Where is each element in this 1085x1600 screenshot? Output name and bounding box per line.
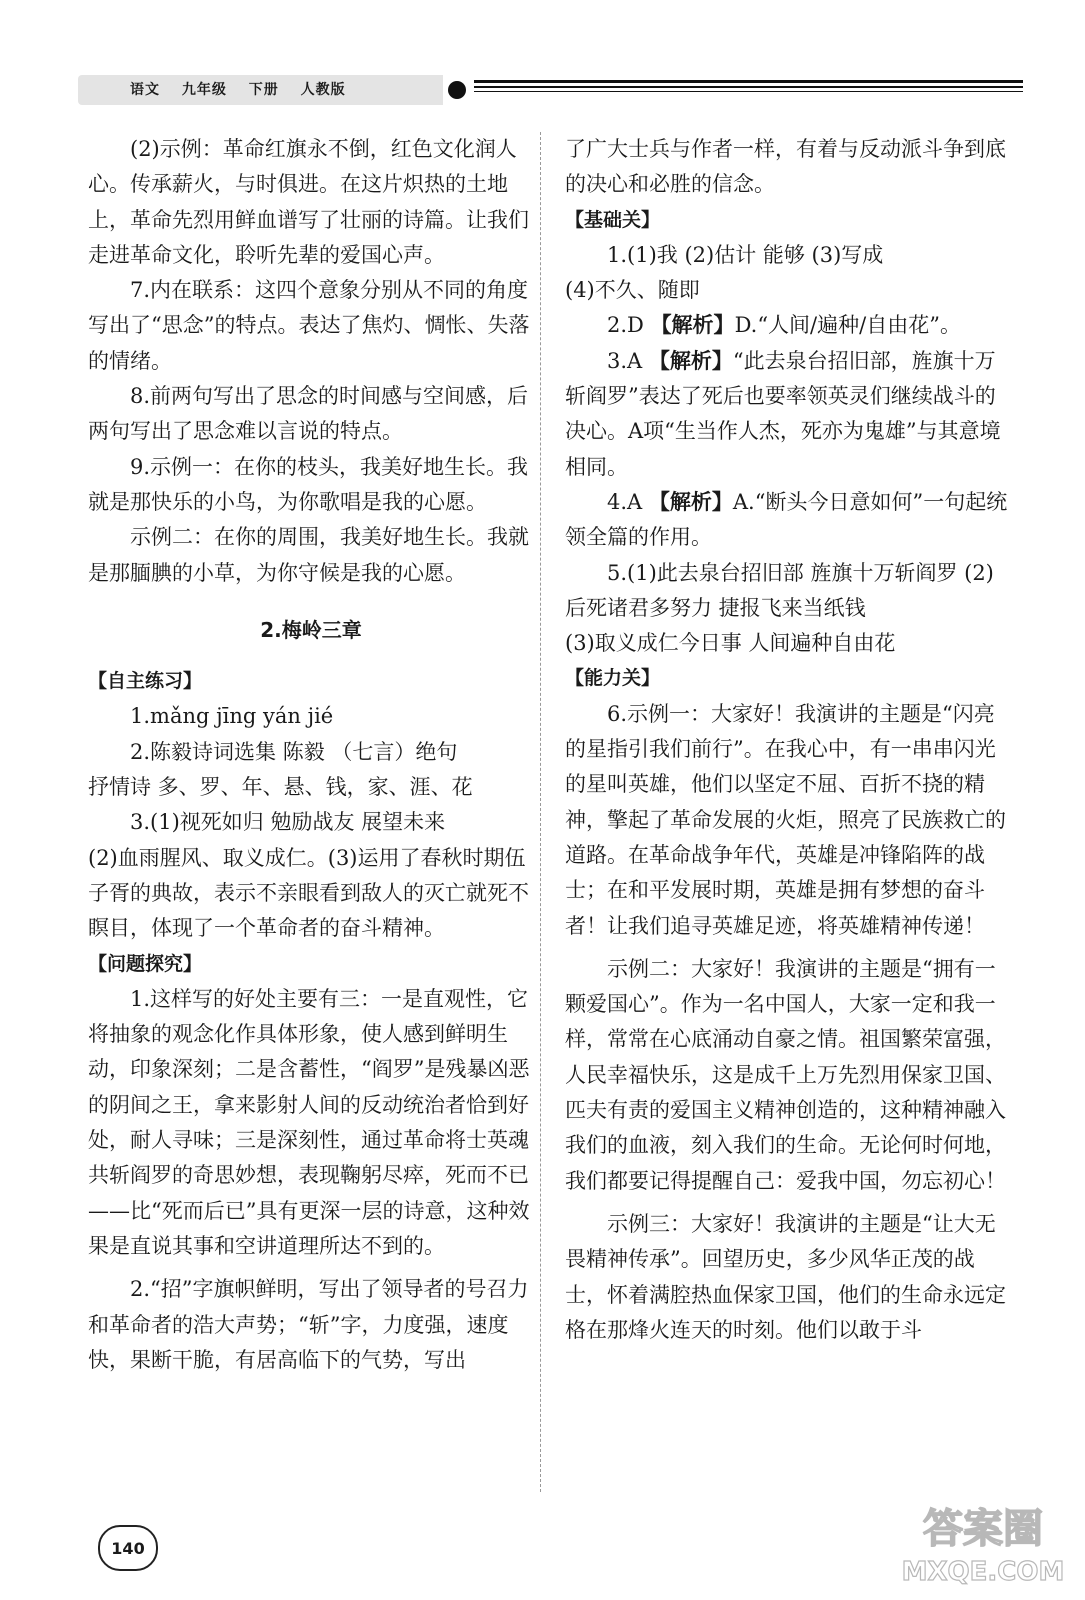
question-number: 2.D (607, 313, 644, 338)
header-edition: 人教版 (300, 82, 346, 98)
answer-line (565, 485, 1011, 556)
paragraph: 了广大士兵与作者一样，有着与反动派斗争到底的决心和必胜的信念。 (565, 137, 1006, 197)
analysis-tag: 【解析】 (648, 489, 733, 514)
page-header (78, 72, 1023, 108)
watermark-logo (898, 1500, 1068, 1590)
answer-line: 5.(1)此去泉台招旧部 旌旗十万斩阎罗 (2)后死诸君多努力 捷报飞来当纸钱 (565, 560, 994, 620)
header-subject: 语文 (130, 82, 160, 98)
paragraph: 6.示例一：大家好！我演讲的主题是“闪亮的星指引我们前行”。在我心中，有一串串闪光的星叫英雄，他们以坚定不屈、百折不挠的精神，擎起了革命发展的火炬，照亮了民族救亡的道路。在革命战争年代，英雄是冲锋陷阵的战士；在和平发展时期，英雄是拥有梦想的奋斗者！让我们追寻英雄足迹，将英雄精神传递！ (565, 701, 1006, 938)
paragraph: 2.“招”字旗帜鲜明，写出了领导者的号召力和革命者的浩大声势；“斩”字，力度强，速度快，果断干脆，有居高临下的气势，写出 (88, 1277, 529, 1372)
paragraph: (2)示例：革命红旗永不倒，红色文化润人心。传承薪火，与时俱进。在这片炽热的土地上，革命先烈用鲜血谱写了壮丽的诗篇。让我们走进革命文化，聆听先辈的爱国心声。 (88, 137, 529, 267)
header-text (130, 79, 362, 99)
header-rule (474, 91, 1023, 92)
paragraph: 示例三：大家好！我演讲的主题是“让大无畏精神传承”。回望历史，多少风华正茂的战士，怀着满腔热血保家卫国，他们的生命永远定格在那烽火连天的时刻。他们以敢于斗 (565, 1211, 1006, 1342)
header-grade: 九年级 (181, 82, 227, 98)
paragraph: 7.内在联系：这四个意象分别从不同的角度写出了“思念”的特点。表达了焦灼、惆怅、失落的情绪。 (88, 278, 530, 373)
answer-line: 1.(1)我 (2)估计 能够 (3)写成 (607, 242, 884, 267)
left-column (88, 132, 534, 1378)
header-rule (474, 86, 1023, 88)
analysis-text: A.“断头今日意如何”一句起统领全篇的作用。 (565, 489, 1008, 550)
section-heading: 【自主练习】 (88, 670, 203, 693)
analysis-tag: 【解析】 (650, 313, 735, 338)
header-rule (474, 80, 1023, 83)
answer-line: (4)不久、随即 (565, 278, 700, 303)
answer-line: 3.(1)视死如归 勉励战友 展望未来 (130, 810, 446, 835)
analysis-tag: 【解析】 (648, 348, 733, 373)
paragraph: 示例二：在你的周围，我美好地生长。我就是那腼腆的小草，为你守候是我的心愿。 (88, 525, 529, 585)
answer-line: (3)取义成仁今日事 人间遍种自由花 (565, 631, 896, 656)
question-number: 3.A (607, 348, 643, 373)
column-divider (540, 132, 541, 1492)
header-dot (448, 81, 466, 99)
answer-line (565, 308, 1011, 343)
section-heading: 【能力关】 (565, 667, 661, 690)
answer-line: (2)血雨腥风、取义成仁。(3)运用了春秋时期伍子胥的典故，表示不亲眼看到敌人的灭亡就死不瞑目，体现了一个革命者的奋斗精神。 (88, 845, 529, 941)
question-number: 4.A (607, 489, 643, 514)
analysis-text: “此去泉台招旧部，旌旗十万斩阎罗”表达了死后也要率领英灵们继续战斗的决心。A项“生当作人杰，死亦为鬼雄”与其意境相同。 (565, 348, 1001, 479)
answer-line: 抒情诗 多、罗、年、悬、钱，家、涯、花 (88, 775, 473, 800)
answer-line: 2.陈毅诗词选集 陈毅 （七言）绝句 (130, 739, 458, 764)
page-number: 140 (98, 1525, 158, 1571)
lesson-title: 2.梅岭三章 (260, 617, 362, 642)
right-column (565, 132, 1011, 1348)
paragraph: 9.示例一：在你的枝头，我美好地生长。我就是那快乐的小鸟，为你歌唱是我的心愿。 (88, 454, 529, 514)
section-heading: 【问题探究】 (88, 952, 203, 975)
watermark-top: 答案圈 (923, 1506, 1043, 1552)
section-heading: 【基础关】 (565, 208, 661, 231)
watermark-bottom: MXQE.COM (901, 1557, 1065, 1587)
header-volume: 下册 (248, 82, 279, 98)
paragraph: 1.这样写的好处主要有三：一是直观性，它将抽象的观念化作具体形象，使人感到鲜明生动，印象深刻；二是含蓄性，“阎罗”是残暴凶恶的阴间之王，拿来影射人间的反动统治者恰到好处，耐人寻味；三是深刻性，通过革命将士英魂共斩阎罗的奇思妙想，表现鞠躬尽瘁，死而不已——比“死而后已”具有更深一层的诗意，这种效果是直说其事和空讲道理所达不到的。 (88, 986, 530, 1258)
answer-line (565, 344, 1011, 485)
analysis-text: D.“人间/遍种/自由花”。 (734, 313, 961, 338)
paragraph: 示例二：大家好！我演讲的主题是“拥有一颗爱国心”。作为一名中国人，大家一定和我一样，常常在心底涌动自豪之情。祖国繁荣富强，人民幸福快乐，这是成千上万先烈用保家卫国、匹夫有责的爱国主义精神创造的，这种精神融入我们的血液，刻入我们的生命。无论何时何地，我们都要记得提醒自己：爱我中国，勿忘初心！ (565, 956, 1006, 1193)
paragraph: 8.前两句写出了思念的时间感与空间感，后两句写出了思念难以言说的特点。 (88, 384, 529, 444)
answer-line: 1.mǎng jīng yán jié (130, 704, 334, 729)
